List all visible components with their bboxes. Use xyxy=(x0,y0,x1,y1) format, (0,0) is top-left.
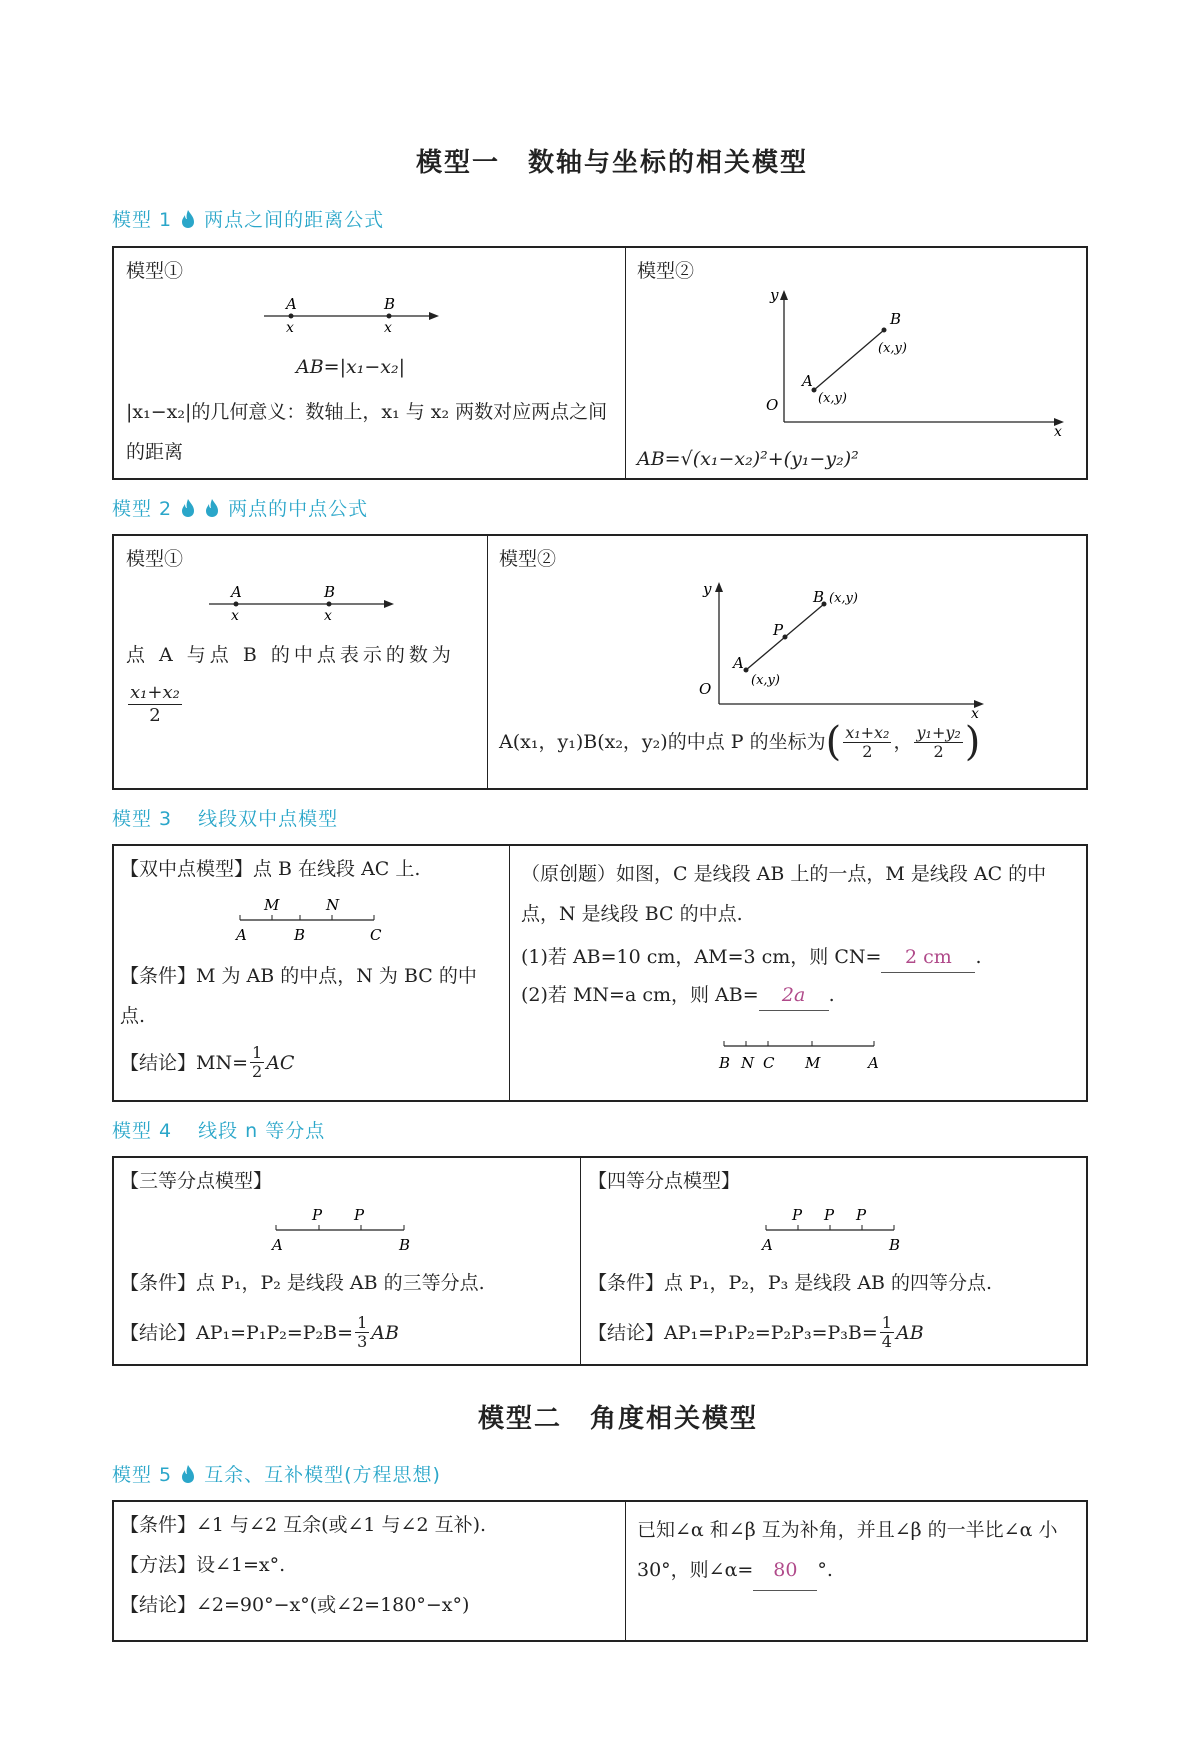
model2-right-frac-y: $\frac{\text{y₁+y₂}}{2}$ xyxy=(916,722,961,761)
svg-text:A: A xyxy=(762,1236,773,1254)
model2-box xyxy=(112,534,1088,790)
model5-right-question: 已知∠α 和∠β 互为补角，并且∠β 的一半比∠α 小 30°，则∠α= 80 °. xyxy=(637,1510,1077,1591)
svg-text:x: x xyxy=(1054,424,1062,440)
model3-right-q1: (1)若 AB=10 cm，AM=3 cm，则 CN= 2 cm . xyxy=(521,942,981,973)
svg-text:y: y xyxy=(703,580,712,598)
model4-left-title: 【三等分点模型】 xyxy=(120,1170,273,1192)
svg-text:A: A xyxy=(802,372,813,390)
model3-left-condition: 【条件】M 为 AB 的中点，N 为 BC 的中点. xyxy=(120,965,477,1027)
model5-heading xyxy=(112,1460,441,1487)
model1-right-formula: AB=√(x₁−x₂)²+(y₁−y₂)² xyxy=(637,448,859,470)
svg-text:P: P xyxy=(773,621,784,639)
model5-box xyxy=(112,1500,1088,1642)
svg-text:y: y xyxy=(770,286,779,304)
model3-left-conclusion: 【结论】MN= $\frac{1}{2}$ AC xyxy=(120,1043,295,1081)
model2-right-label: 模型② xyxy=(499,548,557,570)
model1-left-formula: AB=|x₁−x₂| xyxy=(296,356,405,378)
model1-heading xyxy=(112,205,384,232)
model4-left-condition: 【条件】点 P₁，P₂ 是线段 AB 的三等分点. xyxy=(120,1272,485,1294)
model4-right-conclusion: 【结论】AP₁=P₁P₂=P₂P₃=P₃B= $\frac{1}{4}$ AB xyxy=(588,1313,924,1351)
svg-text:A: A xyxy=(272,1236,283,1254)
svg-text:(x,y): (x,y) xyxy=(878,341,907,356)
svg-text:B: B xyxy=(324,583,336,601)
model3-number: 模型 3 xyxy=(112,808,173,830)
model2-number: 模型 2 xyxy=(112,498,173,520)
model5-condition: 【条件】∠1 与∠2 互余(或∠1 与∠2 互补). xyxy=(120,1514,487,1536)
svg-text:x: x xyxy=(971,706,979,722)
model2-left-number-line xyxy=(209,584,399,624)
svg-text:A: A xyxy=(286,295,297,313)
model2-right-text: A(x₁，y₁)B(x₂，y₂)的中点 P 的坐标为 xyxy=(499,731,826,753)
model1-left-number-line xyxy=(264,296,444,336)
svg-text:P: P xyxy=(792,1206,803,1224)
model1-box xyxy=(112,246,1088,480)
svg-text:P: P xyxy=(856,1206,867,1224)
svg-text:P: P xyxy=(354,1206,365,1224)
flame-icon xyxy=(180,209,196,229)
model3-answer1: 2 cm xyxy=(881,942,975,973)
svg-text:x: x xyxy=(286,320,294,336)
svg-text:C: C xyxy=(763,1054,775,1072)
svg-text:B: B xyxy=(384,295,396,313)
model1-left-label: 模型① xyxy=(126,260,184,282)
model4-number: 模型 4 xyxy=(112,1120,173,1142)
model3-heading xyxy=(112,804,338,831)
model4-left-conclusion: 【结论】AP₁=P₁P₂=P₂B= $\frac{1}{3}$ AB xyxy=(120,1313,399,1351)
flame-icon xyxy=(180,498,196,518)
model3-box xyxy=(112,844,1088,1102)
model3-right-segment xyxy=(714,1026,894,1076)
model3-right-q2: (2)若 MN=a cm，则 AB= 2a . xyxy=(521,980,835,1011)
model2-name: 两点的中点公式 xyxy=(228,498,369,520)
svg-text:B: B xyxy=(719,1054,731,1072)
svg-text:(x,y): (x,y) xyxy=(818,391,847,406)
model3-left-line1: 【双中点模型】点 B 在线段 AC 上. xyxy=(120,858,421,880)
model3-name: 线段双中点模型 xyxy=(198,808,339,830)
part1-title: 模型一 数轴与坐标的相关模型 xyxy=(416,148,809,178)
part2-title: 模型二 角度相关模型 xyxy=(478,1404,759,1434)
svg-text:A: A xyxy=(733,654,744,672)
svg-text:M: M xyxy=(264,896,280,914)
svg-text:B: B xyxy=(889,1236,901,1254)
flame-icon xyxy=(204,498,220,518)
model2-left-label: 模型① xyxy=(126,548,184,570)
svg-text:x: x xyxy=(324,608,332,624)
model5-method: 【方法】设∠1=x°. xyxy=(120,1554,286,1576)
svg-text:C: C xyxy=(370,926,382,944)
svg-text:N: N xyxy=(326,896,340,914)
model3-left-segment xyxy=(234,896,404,946)
model2-right-text-row: A(x₁，y₁)B(x₂，y₂)的中点 P 的坐标为 ( $\frac{\text{x₁+x₂}}{2}$ ， $\frac{\text{y₁+y₂}}{2}$ ) xyxy=(499,719,981,765)
model1-name: 两点之间的距离公式 xyxy=(204,209,385,231)
model4-heading xyxy=(112,1116,325,1143)
svg-text:(x,y): (x,y) xyxy=(751,673,780,688)
model2-left-text: 点 A 与点 B 的中点表示的数为 xyxy=(126,644,455,666)
svg-text:B: B xyxy=(890,310,902,328)
svg-text:N: N xyxy=(741,1054,755,1072)
svg-text:A: A xyxy=(231,583,242,601)
model1-right-coordinate-diagram xyxy=(754,286,1074,440)
model5-conclusion: 【结论】∠2=90°−x°(或∠2=180°−x°) xyxy=(120,1594,470,1616)
model2-right-coordinate-diagram xyxy=(689,580,989,722)
model5-number: 模型 5 xyxy=(112,1464,173,1486)
model4-box xyxy=(112,1156,1088,1366)
model5-name: 互余、互补模型(方程思想) xyxy=(204,1464,441,1486)
svg-text:P: P xyxy=(824,1206,835,1224)
model4-name: 线段 n 等分点 xyxy=(198,1120,326,1142)
model2-right-frac-x: $\frac{\text{x₁+x₂}}{2}$ xyxy=(845,722,890,761)
svg-text:B: B xyxy=(813,588,825,606)
model3-right-question: （原创题）如图，C 是线段 AB 上的一点，M 是线段 AC 的中点，N 是线段 BC 的中点. xyxy=(521,863,1047,925)
model4-right-condition: 【条件】点 P₁，P₂，P₃ 是线段 AB 的四等分点. xyxy=(588,1272,993,1294)
svg-text:B: B xyxy=(294,926,306,944)
model1-number: 模型 1 xyxy=(112,209,173,231)
svg-text:(x,y): (x,y) xyxy=(829,591,858,606)
flame-icon xyxy=(180,1464,196,1484)
model4-right-segment xyxy=(754,1206,914,1256)
model1-right-label: 模型② xyxy=(637,260,695,282)
model5-answer: 80 xyxy=(753,1550,817,1591)
model2-left-fraction: $\frac{\text{x₁+x₂}}{2}$ xyxy=(130,682,180,726)
svg-text:P: P xyxy=(312,1206,323,1224)
model3-answer2: 2a xyxy=(759,980,829,1011)
svg-text:O: O xyxy=(766,396,779,414)
model1-left-text: |x₁−x₂|的几何意义：数轴上，x₁ 与 x₂ 两数对应两点之间的距离 xyxy=(126,401,608,463)
svg-text:M: M xyxy=(805,1054,821,1072)
model2-heading xyxy=(112,494,368,521)
svg-text:A: A xyxy=(236,926,247,944)
model4-left-segment xyxy=(264,1206,424,1256)
svg-text:O: O xyxy=(699,680,712,698)
svg-text:B: B xyxy=(399,1236,411,1254)
model4-right-title: 【四等分点模型】 xyxy=(588,1170,741,1192)
svg-text:x: x xyxy=(384,320,392,336)
svg-text:A: A xyxy=(868,1054,879,1072)
svg-text:x: x xyxy=(231,608,239,624)
